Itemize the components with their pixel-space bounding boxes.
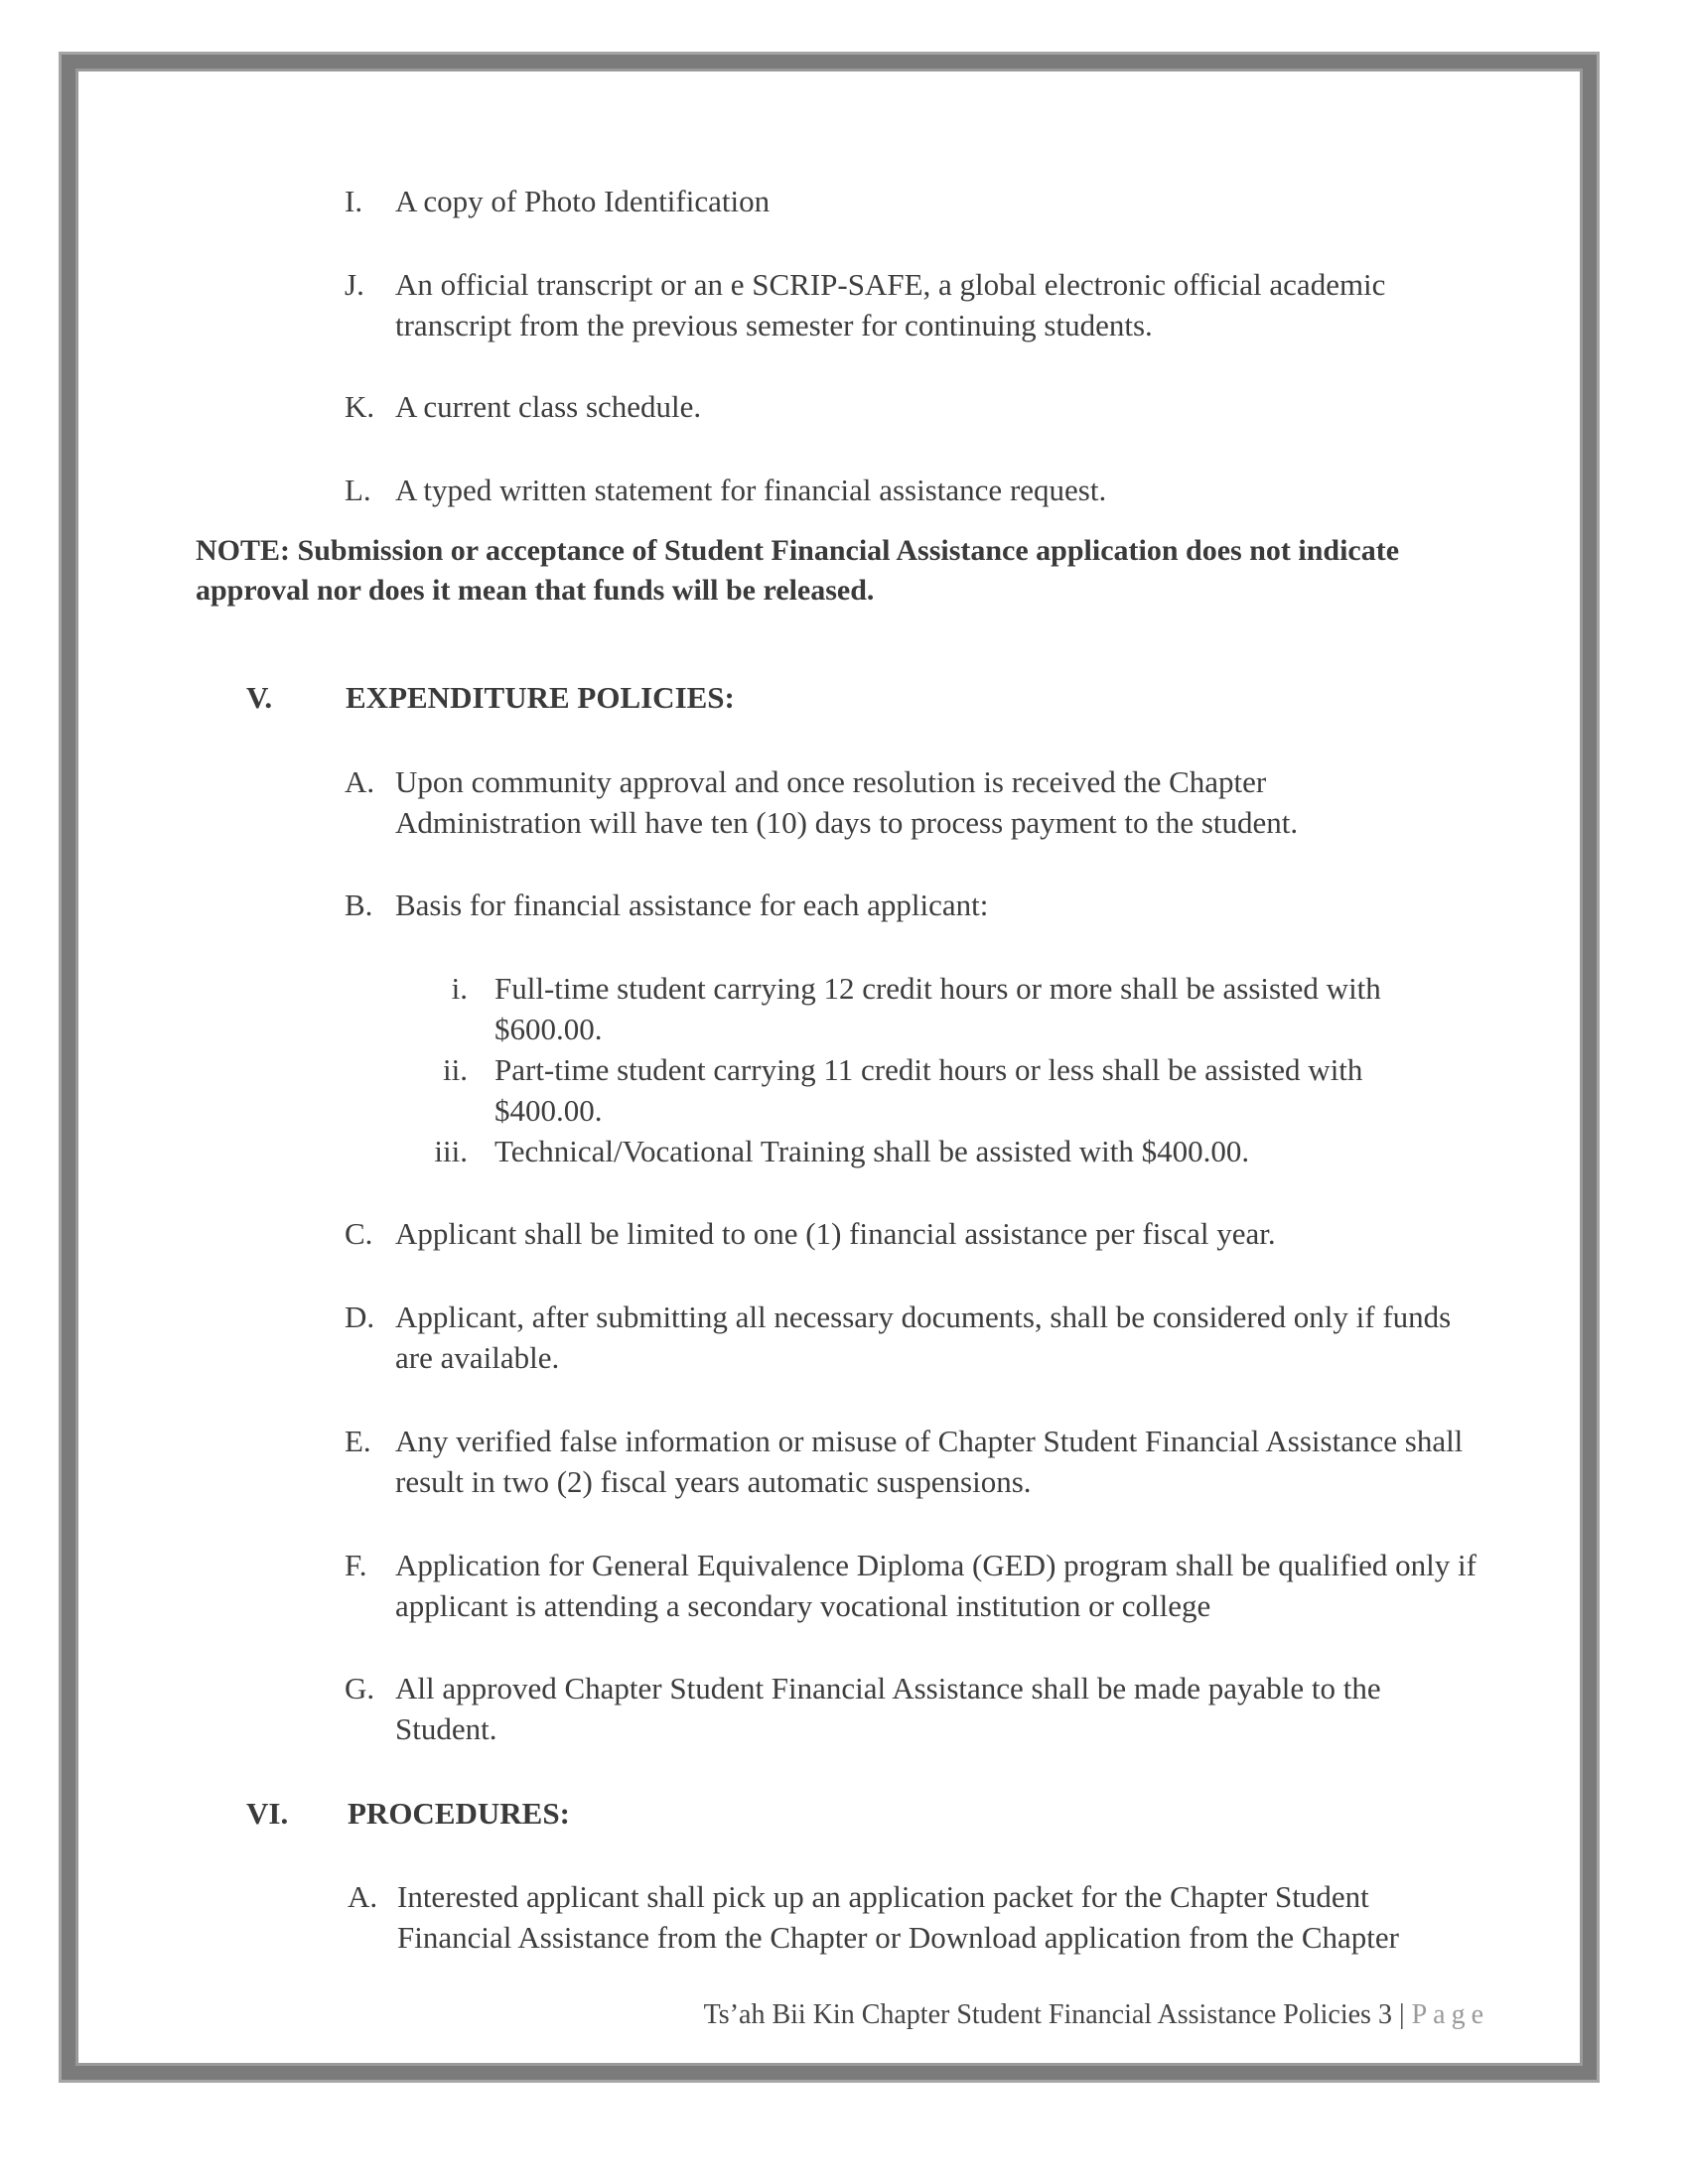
list-item-marker: G. xyxy=(345,1671,375,1706)
list-item-marker: F. xyxy=(345,1548,367,1582)
list-item-text: All approved Chapter Student Financial Assistance shall be made payable to the Student. xyxy=(395,1671,1381,1746)
list-item-text: Applicant, after submitting all necessary documents, shall be considered only if funds are available. xyxy=(395,1299,1452,1375)
list-item-marker: D. xyxy=(345,1299,375,1334)
section-title: EXPENDITURE POLICIES: xyxy=(346,680,735,715)
footer-page-number: 3 xyxy=(1377,1999,1392,2030)
section-title: PROCEDURES: xyxy=(348,1796,570,1831)
note-paragraph: NOTE: Submission or acceptance of Student Financial Assistance application does not indicate approval nor does it mean that funds will be released. xyxy=(196,534,1400,607)
list-item-text: Basis for financial assistance for each applicant: xyxy=(395,887,989,922)
footer-separator: | xyxy=(1398,1999,1405,2030)
sub-item-marker: i. xyxy=(451,971,468,1006)
list-item-text: Application for General Equivalence Diploma (GED) program shall be qualified only if applicant is attending a secondary vocational institution or college xyxy=(395,1548,1477,1623)
list-item-text: A typed written statement for financial assistance request. xyxy=(395,473,1107,507)
sub-item-text: Full-time student carrying 12 credit hours or more shall be assisted with $600.00. xyxy=(494,971,1381,1046)
sub-item-marker: ii. xyxy=(443,1052,468,1087)
list-item-text: Applicant shall be limited to one (1) financial assistance per fiscal year. xyxy=(395,1216,1276,1251)
sub-item-text: Part-time student carrying 11 credit hours or less shall be assisted with $400.00. xyxy=(494,1052,1363,1128)
list-item-marker: I. xyxy=(345,184,363,218)
page-footer xyxy=(616,1997,1489,2033)
list-item-marker: L. xyxy=(345,473,371,507)
sub-item-marker: iii. xyxy=(434,1134,468,1168)
list-item-marker: J. xyxy=(345,267,364,302)
list-item-marker: K. xyxy=(345,389,375,424)
list-item-marker: A. xyxy=(345,764,375,799)
list-item-text: Interested applicant shall pick up an application packet for the Chapter Student Financial Assistance from the Chapter or Download application from the Chapter xyxy=(397,1879,1399,1955)
list-item-text: Upon community approval and once resolution is received the Chapter Administration will have ten (10) days to process payment to the student. xyxy=(395,764,1299,840)
list-item-text: Any verified false information or misuse of Chapter Student Financial Assistance shall result in two (2) fiscal years automatic suspensions. xyxy=(395,1424,1464,1499)
sub-item-text: Technical/Vocational Training shall be assisted with $400.00. xyxy=(494,1134,1250,1168)
list-item-marker: E. xyxy=(345,1424,371,1458)
list-item-marker: C. xyxy=(345,1216,373,1251)
section-number: V. xyxy=(246,680,273,715)
list-item-marker: B. xyxy=(345,887,373,922)
section-number: VI. xyxy=(246,1796,289,1831)
list-item-marker: A. xyxy=(348,1879,378,1914)
footer-page-word: Page xyxy=(1411,1999,1489,2030)
list-item-text: An official transcript or an e SCRIP-SAFE, a global electronic official academic transcript from the previous semester for continuing students. xyxy=(395,267,1386,342)
footer-title: Ts’ah Bii Kin Chapter Student Financial Assistance Policies xyxy=(703,1999,1371,2030)
list-item-text: A copy of Photo Identification xyxy=(395,184,771,218)
list-item-text: A current class schedule. xyxy=(395,389,702,424)
